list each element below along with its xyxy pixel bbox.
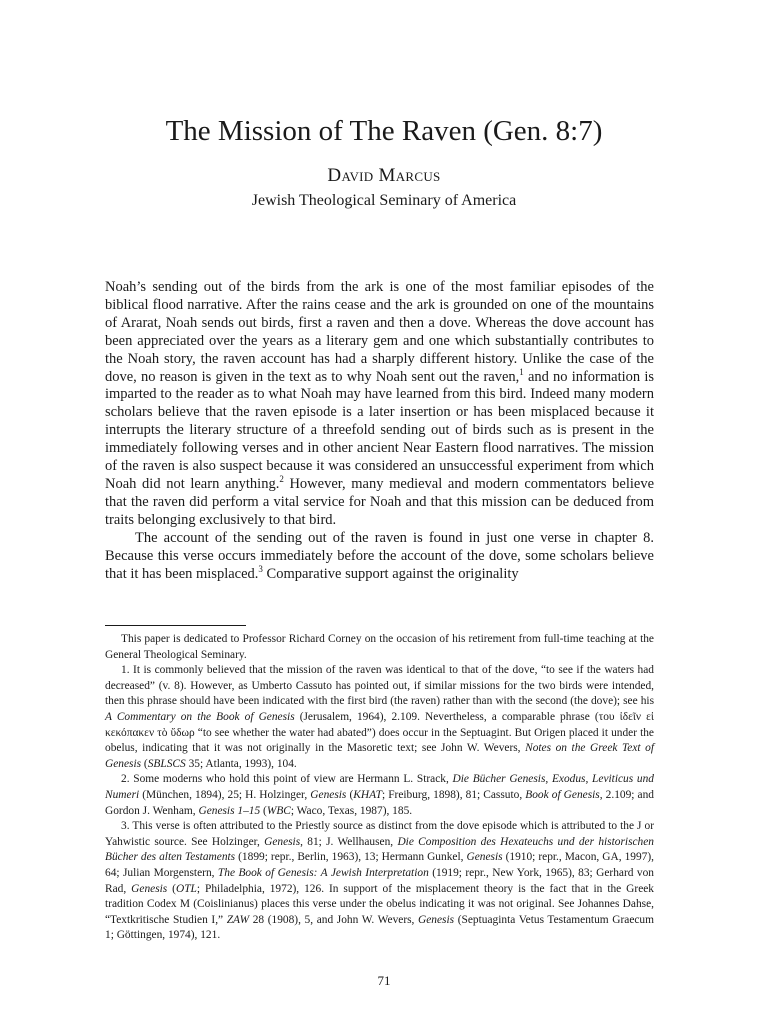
citation-title: Genesis 1–15 <box>198 804 261 817</box>
citation-title: The Book of Genesis: A Jewish Interpretation <box>217 866 429 879</box>
author-affiliation: Jewish Theological Seminary of America <box>251 192 517 209</box>
note-text: (1919; repr., New York, 1965), 83; Gerhard von Rad, <box>105 866 654 895</box>
note-text: ( <box>167 882 176 895</box>
note-text: (München, 1894), 25; H. Holzinger, <box>139 788 311 801</box>
paragraph-text: Noah’s sending out of the birds from the ark is one of the most familiar episodes of the biblical flood narrative. After the rains cease and the ark is grounded on one of the mountains of Ararat, Noah sends out birds, first a raven and then a dove. Whereas the dove account has been appreciated over the years as a literary gem and one which substantially contributes to the Noah story, the raven account has had a sharply different history. Unlike the case of the dove, no reason is given in the text as to why Noah sent out the raven, <box>105 279 654 385</box>
note-text: ( <box>346 788 354 801</box>
body-paragraph <box>105 530 654 584</box>
citation-title: Genesis <box>310 788 347 801</box>
note-text: 1. It is commonly believed that the mission of the raven was identical to that of the dove, “to see if the waters had decreased” (v. 8). However, as Umberto Cassuto has pointed out, if similar missions for the two birds were intended, then this phrase should have been indicated with the first bird (the raven) rather than with the second (the dove); see his <box>105 664 654 708</box>
citation-title: KHAT <box>353 788 382 801</box>
citation-title: Genesis <box>131 882 168 895</box>
article-body <box>105 279 654 583</box>
note-text: ; Waco, Texas, 1987), 185. <box>290 804 413 817</box>
page-number: 71 <box>377 973 391 988</box>
paragraph-text: The account of the sending out of the raven is found in just one verse in chapter 8. Because this verse occurs immediately before the account of the dove, some scholars believe that it has been misplaced. <box>105 529 654 582</box>
citation-title: WBC <box>266 804 291 817</box>
paragraph-text: However, many medieval and modern commentators believe that the raven did perform a vital service for Noah and that this mission can be deduced from traits belonging exclusively to that bird. <box>105 475 655 528</box>
note-text: (Septuaginta Vetus Testamentum Graecum 1; Göttingen, 1974), 121. <box>105 913 654 942</box>
note-text: ; Philadelphia, 1972), 126. In support of the misplacement theory is the fact that in the Greek tradition Codex M (Coislinianus) places this verse under the obelus indicating it was not original. See Johannes Dahse, “Textkritische Studien I,” <box>105 882 655 926</box>
footnote-dedication: This paper is dedicated to Professor Richard Corney on the occasion of his retirement from full-time teaching at the General Theological Seminary. <box>105 633 654 661</box>
note-text: , 81; J. Wellhausen, <box>300 835 398 848</box>
citation-title: Genesis <box>264 835 301 848</box>
author-name: David Marcus <box>327 165 441 186</box>
citation-title: A Commentary on the Book of Genesis <box>105 710 295 723</box>
paragraph-text: Comparative support against the originality <box>262 565 519 582</box>
footnote-separator <box>105 625 246 626</box>
citation-title: Genesis <box>466 851 503 864</box>
paragraph-text: and no information is imparted to the reader as to what Noah may have learned from this bird. Indeed many modern scholars believe that the raven episode is a later insertion or has been misplaced because it interrupts the literary structure of a threefold sending out of birds such as is present in the immediately following verses and in other ancient Near Eastern flood narratives. The mission of the raven is also suspect because it was considered an unsuccessful experiment from which Noah did not learn anything. <box>105 368 654 492</box>
citation-title: Die Composition des Hexateuchs und der historischen Bücher des alten Testaments <box>105 835 654 864</box>
article-title: The Mission of The Raven (Gen. 8:7) <box>165 115 603 147</box>
note-text: , 2.109; and Gordon J. Wenham, <box>105 788 654 817</box>
note-text: ( <box>260 804 267 817</box>
citation-title: OTL <box>175 882 197 895</box>
note-text: ( <box>141 757 148 770</box>
citation-title: ZAW <box>226 913 250 926</box>
note-text: 35; Atlanta, 1993), 104. <box>185 757 297 770</box>
citation-title: Die Bücher Genesis, Exodus, Leviticus und Numeri <box>105 773 654 801</box>
note-text: (Jerusalem, 1964), 2.109. Nevertheless, a comparable phrase (του ἰδεῖν εἰ κεκόπακεν τὸ ὕδωρ “to see whether the water had abated”) does occur in the Septuagint. But Origen placed it under the obelus, indicating that it was not originally in the Masoretic text; see John W. Wevers, <box>105 710 654 755</box>
note-text: (1899; repr., Berlin, 1963), 13; Hermann Gunkel, <box>235 851 467 864</box>
footnote-3 <box>105 819 654 944</box>
body-paragraph <box>105 279 654 530</box>
footnote-2 <box>105 772 654 819</box>
citation-title: Genesis <box>418 913 455 926</box>
note-text: 28 (1908), 5, and John W. Wevers, <box>249 913 419 926</box>
note-text: 3. This verse is often attributed to the Priestly source as distinct from the dove episode which is attributed to the J or Yahwistic source. See Holzinger, <box>105 820 654 848</box>
footnotes <box>105 632 654 944</box>
footnote-marker: 3 <box>258 563 263 574</box>
footnote-1 <box>105 663 654 772</box>
note-text: 2. Some moderns who hold this point of view are Hermann L. Strack, <box>121 773 453 786</box>
citation-title: SBLSCS <box>147 757 186 770</box>
footnote-marker: 1 <box>519 366 524 377</box>
footnote-marker: 2 <box>279 474 284 485</box>
citation-title: Book of Genesis <box>525 788 600 801</box>
note-text: ; Freiburg, 1898), 81; Cassuto, <box>381 788 526 801</box>
note-text: (1910; repr., Macon, GA, 1997), 64; Julian Morgenstern, <box>105 851 654 879</box>
citation-title: Notes on the Greek Text of Genesis <box>105 742 655 770</box>
